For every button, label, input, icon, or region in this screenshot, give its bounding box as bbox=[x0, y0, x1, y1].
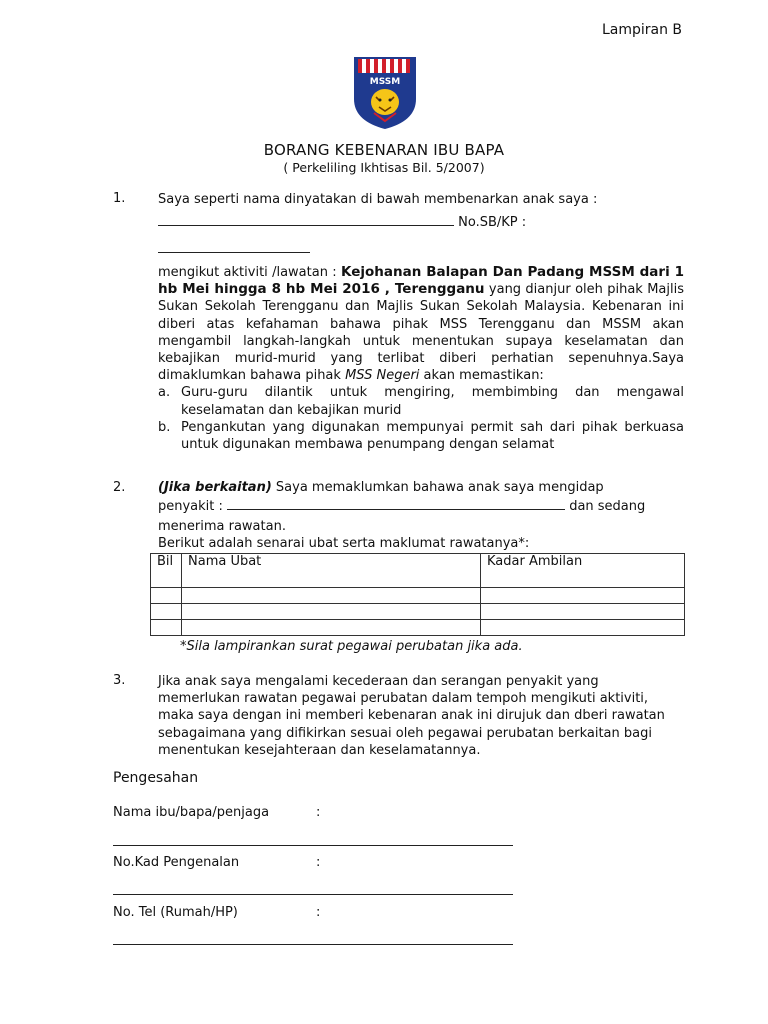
section-2-number: 2. bbox=[113, 480, 126, 495]
cell[interactable] bbox=[151, 588, 182, 604]
child-name-line[interactable] bbox=[158, 224, 454, 226]
sbkp-number-line[interactable] bbox=[158, 251, 310, 253]
cell[interactable] bbox=[182, 588, 481, 604]
cell[interactable] bbox=[151, 620, 182, 636]
rawatan-text: menerima rawatan. bbox=[158, 519, 286, 534]
table-row bbox=[151, 604, 685, 620]
cell[interactable] bbox=[481, 604, 685, 620]
name-field-row bbox=[158, 215, 526, 230]
section-1-intro: Saya seperti nama dinyatakan di bawah membenarkan anak saya : bbox=[158, 192, 598, 207]
annex-label: Lampiran B bbox=[601, 22, 682, 38]
list-item: a. Guru-guru dilantik untuk mengiring, membimbing dan mengawal keselamatan dan kebajikan murid bbox=[158, 385, 684, 418]
penyakit-label: penyakit : bbox=[158, 499, 223, 514]
cell[interactable] bbox=[182, 604, 481, 620]
parent-name-line[interactable] bbox=[113, 845, 513, 846]
activity-prefix: mengikut aktiviti /lawatan : bbox=[158, 265, 337, 280]
cell[interactable] bbox=[151, 604, 182, 620]
sedang-text: dan sedang bbox=[569, 499, 646, 514]
section-3-number: 3. bbox=[113, 673, 126, 688]
body-text: yang dianjur oleh pihak Majlis Sukan Sekolah Terengganu dan Majlis Sukan Sekolah Malaysia. Kebenaran ini diberi atas kefahaman bahawa pihak MSS Terengganu dan MSSM akan mengambil langkah-langkah untuk menentukan supaya keselamatan dan kebajikan murid-murid yang terlibat diberi perhatian sepenuhnya.Saya dimaklumkan bahawa pihak bbox=[158, 282, 684, 384]
mss-negeri-text: MSS Negeri bbox=[345, 368, 420, 384]
section-3-text: Jika anak saya mengalami kecederaan dan serangan penyakit yang memerlukan rawatan pegawai perubatan dalam tempoh mengikuti aktiviti, maka saya dengan ini memberi kebenaran anak ini dirujuk dan dberi rawatan sebagaimana yang difikirkan sesuai oleh pegawai perubatan berkaitan bagi menentukan kesejahteraan dan keselamatannya. bbox=[158, 674, 665, 758]
cell[interactable] bbox=[182, 620, 481, 636]
pengesahan-heading: Pengesahan bbox=[113, 770, 199, 786]
list-item: b. Pengankutan yang digunakan mempunyai permit sah dari pihak berkuasa untuk digunakan membawa penumpang dengan selamat bbox=[158, 419, 684, 453]
parent-name-colon: : bbox=[316, 805, 321, 820]
mssm-logo bbox=[352, 55, 418, 131]
col-header-nama-ubat: Nama Ubat bbox=[182, 554, 481, 588]
section-1-number: 1. bbox=[113, 191, 126, 206]
ic-number-colon: : bbox=[316, 855, 321, 870]
col-header-bil: Bil bbox=[151, 554, 182, 588]
section-2-line-1 bbox=[158, 480, 688, 495]
ic-number-line[interactable] bbox=[113, 894, 513, 895]
jika-berkaitan: (Jika berkaitan) bbox=[158, 480, 272, 495]
parent-name-label: Nama ibu/bapa/penjaga bbox=[113, 805, 270, 820]
section-1-body bbox=[158, 264, 684, 453]
phone-colon: : bbox=[316, 905, 321, 920]
penyakit-row bbox=[158, 499, 645, 514]
table-row bbox=[151, 588, 685, 604]
cell[interactable] bbox=[481, 588, 685, 604]
phone-line[interactable] bbox=[113, 944, 513, 945]
sbkp-label: No.SB/KP : bbox=[458, 215, 527, 230]
body-end: akan memastikan: bbox=[423, 368, 544, 384]
cell[interactable] bbox=[481, 620, 685, 636]
phone-label: No. Tel (Rumah/HP) bbox=[113, 905, 238, 920]
form-title: BORANG KEBENARAN IBU BAPA bbox=[263, 141, 505, 159]
assurance-list bbox=[158, 384, 684, 453]
logo-text: MSSM bbox=[369, 77, 401, 87]
table-header-row bbox=[151, 554, 685, 588]
medication-table bbox=[150, 553, 685, 636]
penyakit-line[interactable] bbox=[227, 508, 565, 510]
form-subtitle: ( Perkeliling Ikhtisas Bil. 5/2007) bbox=[283, 160, 485, 175]
section-2-text: Saya memaklumkan bahawa anak saya mengidap bbox=[275, 480, 604, 495]
event-name: Kejohanan Balapan Dan Padang MSSM dari 1 hb Mei hingga 8 hb Mei 2016 , Terengganu bbox=[158, 264, 684, 298]
sbkp-field-row bbox=[158, 242, 310, 257]
medical-letter-note: *Sila lampirankan surat pegawai perubatan jika ada. bbox=[180, 639, 523, 654]
col-header-kadar-ambilan: Kadar Ambilan bbox=[481, 554, 685, 588]
table-row bbox=[151, 620, 685, 636]
senarai-text: Berikut adalah senarai ubat serta maklumat rawatanya*: bbox=[158, 536, 530, 551]
ic-number-label: No.Kad Pengenalan bbox=[113, 855, 240, 870]
